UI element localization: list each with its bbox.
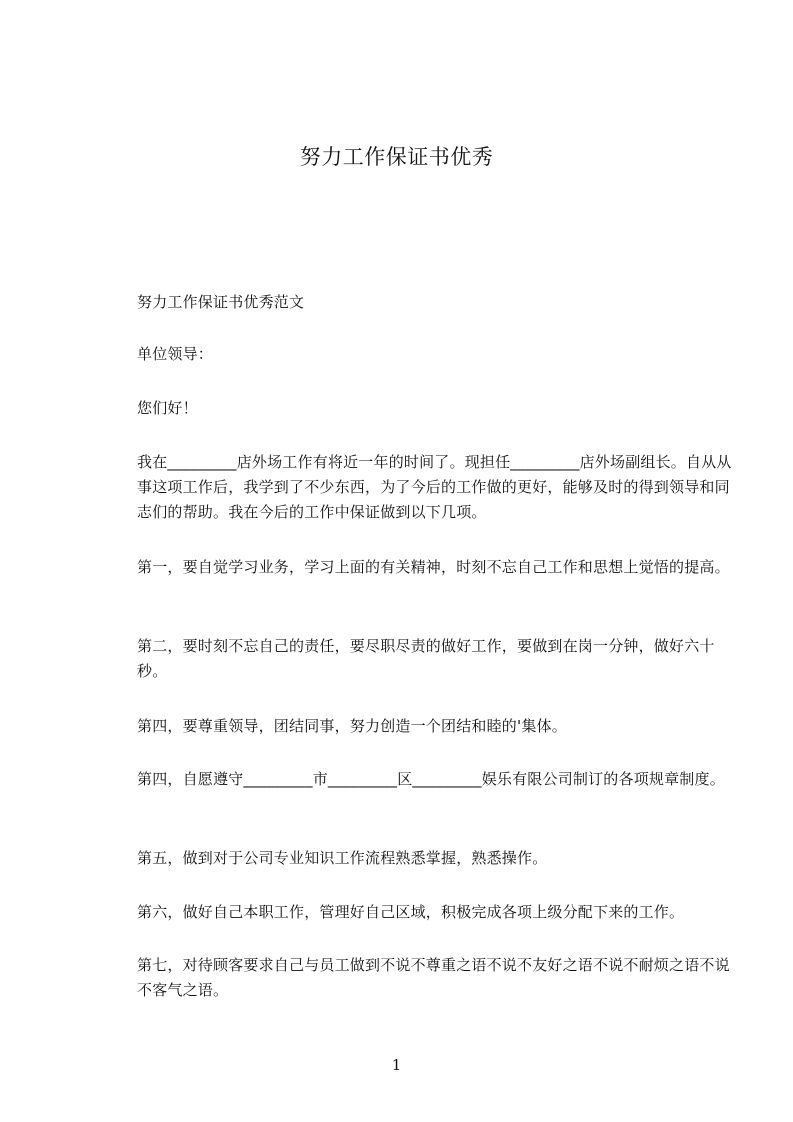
paragraph-item-6: 第六，做好自己本职工作，管理好自己区域，积极完成各项上级分配下来的工作。 (137, 903, 685, 921)
paragraph-item-2: 第二，要时刻不忘自己的责任，要尽职尽责的做好工作，要做到在岗一分钟，做好六十秒。 (137, 637, 715, 680)
page-number: 1 (391, 1056, 402, 1074)
paragraph-item-3: 第四，要尊重领导，团结同事，努力创造一个团结和睦的'集体。 (137, 717, 567, 735)
paragraph-intro: 我在_________店外场工作有将近一年的时间了。现担任_________店外场副组长。自从从事这项工作后，我学到了不少东西，为了今后的工作做的更好，能够及时的得到领导和同志们的帮助。我在今后的工作中保证做到以下几项。 (137, 453, 732, 521)
document-title: 努力工作保证书优秀 (299, 145, 494, 169)
paragraph-item-7: 第七，对待顾客要求自己与员工做到不说不尊重之语不说不友好之语不说不耐烦之语不说不客气之语。 (137, 956, 730, 999)
document-subtitle: 努力工作保证书优秀范文 (137, 293, 305, 311)
paragraph-item-4: 第四，自愿遵守_________市_________区_________娱乐有限公司制订的各项规章制度。 (137, 770, 725, 788)
salutation: 单位领导： (137, 345, 214, 363)
greeting: 您们好！ (137, 399, 198, 417)
paragraph-item-5: 第五，做到对于公司专业知识工作流程熟悉掌握，熟悉操作。 (137, 849, 548, 867)
paragraph-item-1: 第一，要自觉学习业务，学习上面的有关精神，时刻不忘自己工作和思想上觉悟的提高。 (137, 558, 730, 576)
